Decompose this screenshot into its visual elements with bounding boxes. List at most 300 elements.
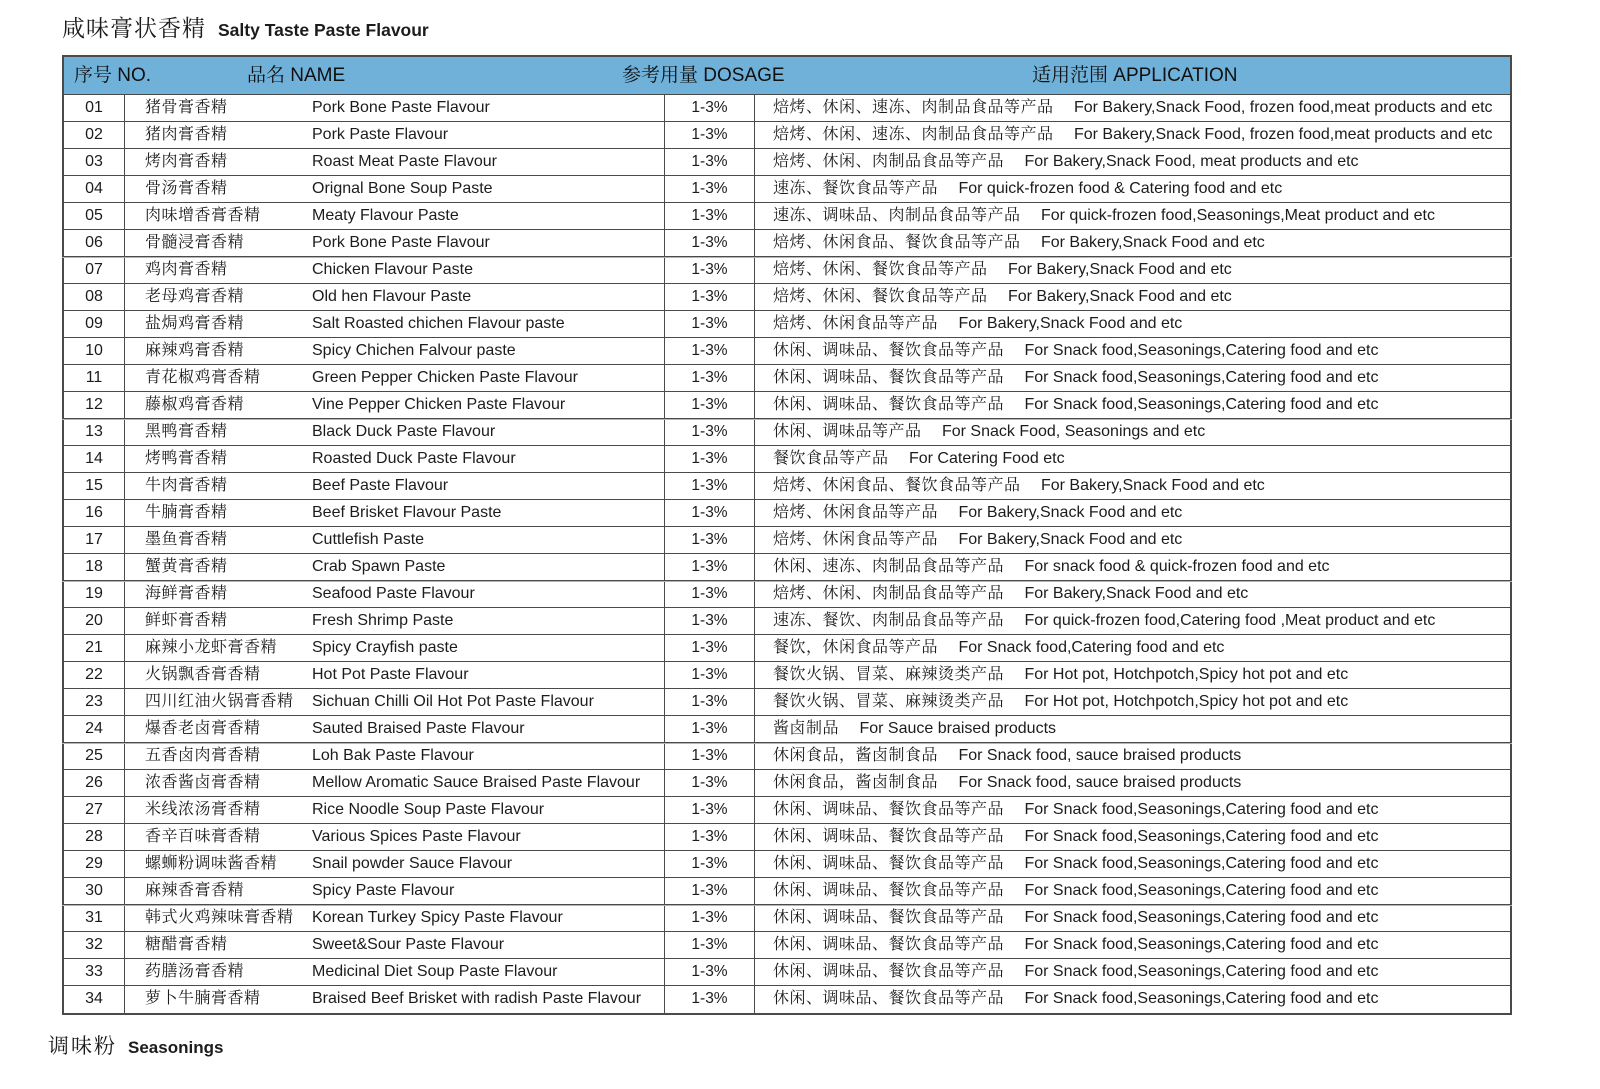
dosage-value: 1-3% bbox=[665, 230, 755, 257]
product-name-zh: 骨汤膏香精 bbox=[145, 180, 228, 197]
product-name-zh: 蟹黄膏香精 bbox=[145, 558, 228, 575]
application-en: For Bakery,Snack Food and etc bbox=[1024, 585, 1249, 602]
application-zh: 休闲、调味品、餐饮食品等产品 bbox=[773, 369, 1005, 386]
product-name-zh: 墨鱼膏香精 bbox=[145, 531, 228, 548]
table-row bbox=[64, 824, 1510, 851]
table-row bbox=[64, 230, 1510, 257]
dosage-value: 1-3% bbox=[665, 311, 755, 338]
application-zh: 休闲、调味品、餐饮食品等产品 bbox=[773, 909, 1005, 926]
application-cell bbox=[755, 959, 1510, 986]
row-number: 03 bbox=[64, 149, 125, 176]
application-zh: 休闲、调味品、餐饮食品等产品 bbox=[773, 990, 1005, 1007]
table-row bbox=[64, 392, 1510, 419]
application-cell bbox=[755, 176, 1510, 203]
application-zh: 焙烤、休闲食品等产品 bbox=[773, 504, 939, 521]
product-name-cell bbox=[125, 554, 665, 581]
application-zh: 休闲、调味品、餐饮食品等产品 bbox=[773, 936, 1005, 953]
product-name-en: Rice Noodle Soup Paste Flavour bbox=[312, 801, 545, 818]
application-cell bbox=[755, 446, 1510, 473]
product-name-zh: 鸡肉膏香精 bbox=[145, 261, 228, 278]
product-name-zh: 海鲜膏香精 bbox=[145, 585, 228, 602]
dosage-value: 1-3% bbox=[665, 176, 755, 203]
application-en: For Bakery,Snack Food and etc bbox=[958, 315, 1183, 332]
row-number: 15 bbox=[64, 473, 125, 500]
application-cell bbox=[755, 527, 1510, 554]
application-en: For Snack food,Seasonings,Catering food and etc bbox=[1024, 855, 1379, 872]
application-zh: 休闲、调味品、餐饮食品等产品 bbox=[773, 396, 1005, 413]
application-zh: 焙烤、休闲食品、餐饮食品等产品 bbox=[773, 477, 1021, 494]
application-zh: 速冻、餐饮、肉制品食品等产品 bbox=[773, 612, 1005, 629]
application-zh: 休闲、调味品、餐饮食品等产品 bbox=[773, 342, 1005, 359]
row-number: 22 bbox=[64, 662, 125, 689]
application-en: For Snack food,Seasonings,Catering food and etc bbox=[1024, 882, 1379, 899]
dosage-value: 1-3% bbox=[665, 500, 755, 527]
product-name-cell bbox=[125, 662, 665, 689]
table-row bbox=[64, 500, 1510, 527]
product-name-en: Green Pepper Chicken Paste Flavour bbox=[312, 369, 578, 386]
row-number: 33 bbox=[64, 959, 125, 986]
table-row bbox=[64, 608, 1510, 635]
product-name-cell bbox=[125, 878, 665, 905]
dosage-value: 1-3% bbox=[665, 635, 755, 662]
application-zh: 餐饮，休闲食品等产品 bbox=[773, 639, 939, 656]
dosage-value: 1-3% bbox=[665, 446, 755, 473]
dosage-value: 1-3% bbox=[665, 149, 755, 176]
application-zh: 焙烤、休闲、餐饮食品等产品 bbox=[773, 288, 988, 305]
row-number: 10 bbox=[64, 338, 125, 365]
application-en: For Snack food,Seasonings,Catering food and etc bbox=[1024, 396, 1379, 413]
application-cell bbox=[755, 905, 1510, 932]
application-zh: 酱卤制品 bbox=[773, 720, 840, 737]
table-header-row bbox=[64, 57, 1510, 95]
product-name-en: Roasted Duck Paste Flavour bbox=[312, 450, 516, 467]
application-cell bbox=[755, 662, 1510, 689]
column-header-dosage: 参考用量 DOSAGE bbox=[622, 65, 785, 86]
row-number: 29 bbox=[64, 851, 125, 878]
product-name-en: Meaty Flavour Paste bbox=[312, 207, 459, 224]
product-name-zh: 盐焗鸡膏香精 bbox=[145, 315, 245, 332]
row-number: 24 bbox=[64, 716, 125, 743]
product-name-zh: 青花椒鸡膏香精 bbox=[145, 369, 261, 386]
row-number: 19 bbox=[64, 581, 125, 608]
row-number: 07 bbox=[64, 257, 125, 284]
application-cell bbox=[755, 257, 1510, 284]
dosage-value: 1-3% bbox=[665, 338, 755, 365]
product-name-en: Hot Pot Paste Flavour bbox=[312, 666, 469, 683]
product-name-zh: 麻辣鸡膏香精 bbox=[145, 342, 245, 359]
product-name-en: Cuttlefish Paste bbox=[312, 531, 425, 548]
table-row bbox=[64, 419, 1510, 446]
product-name-en: Sweet&Sour Paste Flavour bbox=[312, 936, 505, 953]
table-row bbox=[64, 635, 1510, 662]
dosage-value: 1-3% bbox=[665, 905, 755, 932]
table-row bbox=[64, 176, 1510, 203]
dosage-value: 1-3% bbox=[665, 689, 755, 716]
dosage-value: 1-3% bbox=[665, 284, 755, 311]
application-en: For Bakery,Snack Food, frozen food,meat products and etc bbox=[1073, 99, 1493, 116]
product-name-zh: 麻辣小龙虾膏香精 bbox=[145, 639, 278, 656]
application-cell bbox=[755, 284, 1510, 311]
dosage-value: 1-3% bbox=[665, 851, 755, 878]
application-cell bbox=[755, 419, 1510, 446]
application-zh: 休闲、调味品等产品 bbox=[773, 423, 922, 440]
dosage-value: 1-3% bbox=[665, 419, 755, 446]
table-row bbox=[64, 905, 1510, 932]
application-en: For Snack food,Catering food and etc bbox=[958, 639, 1225, 656]
product-name-en: Beef Paste Flavour bbox=[312, 477, 449, 494]
table-row bbox=[64, 122, 1510, 149]
product-name-en: Various Spices Paste Flavour bbox=[312, 828, 521, 845]
application-zh: 焙烤、休闲食品等产品 bbox=[773, 315, 939, 332]
application-cell bbox=[755, 365, 1510, 392]
product-name-zh: 香辛百味膏香精 bbox=[145, 828, 261, 845]
product-name-zh: 骨髓浸膏香精 bbox=[145, 234, 245, 251]
application-cell bbox=[755, 311, 1510, 338]
row-number: 08 bbox=[64, 284, 125, 311]
product-name-cell bbox=[125, 284, 665, 311]
product-name-cell bbox=[125, 311, 665, 338]
application-cell bbox=[755, 122, 1510, 149]
flavour-table bbox=[62, 55, 1512, 1015]
application-zh: 餐饮食品等产品 bbox=[773, 450, 889, 467]
product-name-en: Snail powder Sauce Flavour bbox=[312, 855, 513, 872]
next-section-title bbox=[48, 1030, 223, 1060]
product-name-en: Sichuan Chilli Oil Hot Pot Paste Flavour bbox=[312, 693, 594, 710]
product-name-en: Pork Bone Paste Flavour bbox=[312, 234, 490, 251]
dosage-value: 1-3% bbox=[665, 581, 755, 608]
product-name-cell bbox=[125, 230, 665, 257]
product-name-cell bbox=[125, 149, 665, 176]
product-name-zh: 浓香酱卤膏香精 bbox=[145, 774, 261, 791]
row-number: 31 bbox=[64, 905, 125, 932]
dosage-value: 1-3% bbox=[665, 203, 755, 230]
product-name-cell bbox=[125, 419, 665, 446]
product-name-cell bbox=[125, 635, 665, 662]
row-number: 16 bbox=[64, 500, 125, 527]
table-row bbox=[64, 365, 1510, 392]
row-number: 06 bbox=[64, 230, 125, 257]
application-cell bbox=[755, 824, 1510, 851]
application-en: For Snack food,Seasonings,Catering food and etc bbox=[1024, 342, 1379, 359]
product-name-zh: 藤椒鸡膏香精 bbox=[145, 396, 245, 413]
row-number: 17 bbox=[64, 527, 125, 554]
product-name-cell bbox=[125, 176, 665, 203]
page-title-zh: 咸味膏状香精 bbox=[62, 15, 206, 41]
product-name-zh: 肉味增香膏香精 bbox=[145, 207, 261, 224]
product-name-cell bbox=[125, 851, 665, 878]
product-name-zh: 爆香老卤膏香精 bbox=[145, 720, 261, 737]
table-row bbox=[64, 959, 1510, 986]
product-name-cell bbox=[125, 527, 665, 554]
product-name-cell bbox=[125, 500, 665, 527]
table-row bbox=[64, 527, 1510, 554]
dosage-value: 1-3% bbox=[665, 959, 755, 986]
product-name-en: Roast Meat Paste Flavour bbox=[312, 153, 497, 170]
product-name-cell bbox=[125, 581, 665, 608]
application-en: For Sauce braised products bbox=[859, 720, 1057, 737]
application-zh: 焙烤、休闲、餐饮食品等产品 bbox=[773, 261, 988, 278]
row-number: 14 bbox=[64, 446, 125, 473]
product-name-en: Vine Pepper Chicken Paste Flavour bbox=[312, 396, 566, 413]
table-row bbox=[64, 878, 1510, 905]
application-en: For Bakery,Snack Food and etc bbox=[958, 504, 1183, 521]
application-zh: 焙烤、休闲、速冻、肉制品食品等产品 bbox=[773, 126, 1054, 143]
product-name-zh: 老母鸡膏香精 bbox=[145, 288, 245, 305]
product-name-zh: 火锅飘香膏香精 bbox=[145, 666, 261, 683]
row-number: 20 bbox=[64, 608, 125, 635]
product-name-zh: 四川红油火锅膏香精 bbox=[145, 693, 294, 710]
dosage-value: 1-3% bbox=[665, 932, 755, 959]
application-en: For snack food & quick-frozen food and etc bbox=[1024, 558, 1330, 575]
product-name-en: Pork Bone Paste Flavour bbox=[312, 99, 490, 116]
row-number: 26 bbox=[64, 770, 125, 797]
application-zh: 速冻、调味品、肉制品食品等产品 bbox=[773, 207, 1021, 224]
dosage-value: 1-3% bbox=[665, 392, 755, 419]
page-title bbox=[62, 10, 429, 43]
product-name-zh: 鲜虾膏香精 bbox=[145, 612, 228, 629]
row-number: 01 bbox=[64, 95, 125, 122]
table-row bbox=[64, 716, 1510, 743]
product-name-cell bbox=[125, 716, 665, 743]
application-en: For Snack Food, Seasonings and etc bbox=[941, 423, 1206, 440]
application-en: For quick-frozen food & Catering food and etc bbox=[958, 180, 1283, 197]
product-name-zh: 韩式火鸡辣味膏香精 bbox=[145, 909, 294, 926]
product-name-cell bbox=[125, 446, 665, 473]
product-name-zh: 猪骨膏香精 bbox=[145, 99, 228, 116]
table-row bbox=[64, 932, 1510, 959]
application-zh: 焙烤、休闲、肉制品食品等产品 bbox=[773, 585, 1005, 602]
application-zh: 焙烤、休闲食品、餐饮食品等产品 bbox=[773, 234, 1021, 251]
product-name-en: Spicy Paste Flavour bbox=[312, 882, 455, 899]
product-name-cell bbox=[125, 392, 665, 419]
table-row bbox=[64, 986, 1510, 1013]
row-number: 28 bbox=[64, 824, 125, 851]
product-name-en: Crab Spawn Paste bbox=[312, 558, 446, 575]
row-number: 30 bbox=[64, 878, 125, 905]
table-row bbox=[64, 662, 1510, 689]
table-row bbox=[64, 149, 1510, 176]
product-name-cell bbox=[125, 365, 665, 392]
application-zh: 餐饮火锅、冒菜、麻辣烫类产品 bbox=[773, 666, 1005, 683]
table-row bbox=[64, 311, 1510, 338]
row-number: 25 bbox=[64, 743, 125, 770]
dosage-value: 1-3% bbox=[665, 473, 755, 500]
dosage-value: 1-3% bbox=[665, 95, 755, 122]
column-header-name: 品名 NAME bbox=[247, 65, 346, 86]
dosage-value: 1-3% bbox=[665, 743, 755, 770]
product-name-zh: 五香卤肉膏香精 bbox=[145, 747, 261, 764]
product-name-zh: 药膳汤膏香精 bbox=[145, 963, 245, 980]
product-name-en: Black Duck Paste Flavour bbox=[312, 423, 496, 440]
column-header-no: 序号 NO. bbox=[74, 65, 152, 86]
table-row bbox=[64, 257, 1510, 284]
product-name-en: Spicy Crayfish paste bbox=[312, 639, 458, 656]
next-section-title-zh: 调味粉 bbox=[48, 1035, 117, 1058]
application-cell bbox=[755, 878, 1510, 905]
application-cell bbox=[755, 554, 1510, 581]
application-en: For Bakery,Snack Food and etc bbox=[1040, 234, 1265, 251]
next-section-title-en: Seasonings bbox=[128, 1038, 224, 1057]
row-number: 13 bbox=[64, 419, 125, 446]
product-name-zh: 烤肉膏香精 bbox=[145, 153, 228, 170]
table-row bbox=[64, 473, 1510, 500]
application-cell bbox=[755, 473, 1510, 500]
product-name-cell bbox=[125, 743, 665, 770]
application-cell bbox=[755, 149, 1510, 176]
dosage-value: 1-3% bbox=[665, 608, 755, 635]
application-en: For Bakery,Snack Food and etc bbox=[1007, 288, 1232, 305]
application-zh: 休闲、调味品、餐饮食品等产品 bbox=[773, 882, 1005, 899]
application-cell bbox=[755, 851, 1510, 878]
dosage-value: 1-3% bbox=[665, 122, 755, 149]
application-cell bbox=[755, 932, 1510, 959]
application-cell bbox=[755, 986, 1510, 1013]
product-name-cell bbox=[125, 95, 665, 122]
dosage-value: 1-3% bbox=[665, 527, 755, 554]
application-cell bbox=[755, 203, 1510, 230]
table-row bbox=[64, 797, 1510, 824]
product-name-en: Seafood Paste Flavour bbox=[312, 585, 475, 602]
product-name-en: Medicinal Diet Soup Paste Flavour bbox=[312, 963, 558, 980]
product-name-zh: 麻辣香膏香精 bbox=[145, 882, 245, 899]
application-en: For quick-frozen food,Catering food ,Meat product and etc bbox=[1024, 612, 1436, 629]
application-zh: 休闲食品，酱卤制食品 bbox=[773, 774, 939, 791]
table-row bbox=[64, 581, 1510, 608]
table-body bbox=[64, 95, 1510, 1013]
product-name-zh: 牛腩膏香精 bbox=[145, 504, 228, 521]
application-zh: 休闲、调味品、餐饮食品等产品 bbox=[773, 828, 1005, 845]
table-row bbox=[64, 95, 1510, 122]
dosage-value: 1-3% bbox=[665, 797, 755, 824]
row-number: 21 bbox=[64, 635, 125, 662]
row-number: 18 bbox=[64, 554, 125, 581]
table-row bbox=[64, 689, 1510, 716]
product-name-en: Old hen Flavour Paste bbox=[312, 288, 472, 305]
table-row bbox=[64, 851, 1510, 878]
product-name-cell bbox=[125, 986, 665, 1013]
application-en: For Bakery,Snack Food and etc bbox=[1040, 477, 1265, 494]
product-name-cell bbox=[125, 122, 665, 149]
application-cell bbox=[755, 95, 1510, 122]
application-cell bbox=[755, 500, 1510, 527]
product-name-en: Korean Turkey Spicy Paste Flavour bbox=[312, 909, 563, 926]
product-name-cell bbox=[125, 203, 665, 230]
application-en: For quick-frozen food,Seasonings,Meat product and etc bbox=[1040, 207, 1435, 224]
product-name-cell bbox=[125, 770, 665, 797]
table-row bbox=[64, 743, 1510, 770]
product-name-zh: 黑鸭膏香精 bbox=[145, 423, 228, 440]
table-row bbox=[64, 284, 1510, 311]
product-name-zh: 米线浓汤膏香精 bbox=[145, 801, 261, 818]
application-en: For Snack food, sauce braised products bbox=[958, 774, 1242, 791]
product-name-cell bbox=[125, 797, 665, 824]
application-en: For Snack food,Seasonings,Catering food and etc bbox=[1024, 990, 1379, 1007]
application-en: For Snack food,Seasonings,Catering food and etc bbox=[1024, 909, 1379, 926]
application-en: For Snack food,Seasonings,Catering food and etc bbox=[1024, 936, 1379, 953]
page-title-en: Salty Taste Paste Flavour bbox=[218, 20, 429, 40]
dosage-value: 1-3% bbox=[665, 257, 755, 284]
application-zh: 焙烤、休闲、速冻、肉制品食品等产品 bbox=[773, 99, 1054, 116]
application-en: For Hot pot, Hotchpotch,Spicy hot pot and etc bbox=[1024, 693, 1349, 710]
row-number: 12 bbox=[64, 392, 125, 419]
application-zh: 焙烤、休闲食品等产品 bbox=[773, 531, 939, 548]
product-name-zh: 糖醋膏香精 bbox=[145, 936, 228, 953]
row-number: 23 bbox=[64, 689, 125, 716]
product-name-zh: 猪肉膏香精 bbox=[145, 126, 228, 143]
application-en: For Hot pot, Hotchpotch,Spicy hot pot and etc bbox=[1024, 666, 1349, 683]
application-en: For Snack food,Seasonings,Catering food and etc bbox=[1024, 828, 1379, 845]
application-en: For Snack food,Seasonings,Catering food and etc bbox=[1024, 369, 1379, 386]
product-name-zh: 烤鸭膏香精 bbox=[145, 450, 228, 467]
product-name-en: Orignal Bone Soup Paste bbox=[312, 180, 493, 197]
dosage-value: 1-3% bbox=[665, 662, 755, 689]
product-name-en: Fresh Shrimp Paste bbox=[312, 612, 454, 629]
product-name-en: Chicken Flavour Paste bbox=[312, 261, 473, 278]
application-zh: 焙烤、休闲、肉制品食品等产品 bbox=[773, 153, 1005, 170]
application-en: For Bakery,Snack Food and etc bbox=[958, 531, 1183, 548]
application-cell bbox=[755, 797, 1510, 824]
product-name-cell bbox=[125, 905, 665, 932]
product-name-cell bbox=[125, 689, 665, 716]
row-number: 34 bbox=[64, 986, 125, 1013]
row-number: 09 bbox=[64, 311, 125, 338]
application-cell bbox=[755, 716, 1510, 743]
product-name-cell bbox=[125, 608, 665, 635]
product-name-en: Spicy Chichen Falvour paste bbox=[312, 342, 516, 359]
application-zh: 休闲、调味品、餐饮食品等产品 bbox=[773, 855, 1005, 872]
dosage-value: 1-3% bbox=[665, 824, 755, 851]
dosage-value: 1-3% bbox=[665, 716, 755, 743]
column-header-application: 适用范围 APPLICATION bbox=[1032, 65, 1238, 86]
application-zh: 休闲、调味品、餐饮食品等产品 bbox=[773, 963, 1005, 980]
application-zh: 休闲、调味品、餐饮食品等产品 bbox=[773, 801, 1005, 818]
product-name-en: Braised Beef Brisket with radish Paste Flavour bbox=[312, 990, 642, 1007]
product-name-en: Salt Roasted chichen Flavour paste bbox=[312, 315, 565, 332]
product-name-cell bbox=[125, 338, 665, 365]
application-en: For Bakery,Snack Food, meat products and etc bbox=[1024, 153, 1359, 170]
application-cell bbox=[755, 230, 1510, 257]
application-cell bbox=[755, 689, 1510, 716]
table-row bbox=[64, 554, 1510, 581]
row-number: 11 bbox=[64, 365, 125, 392]
application-zh: 休闲食品，酱卤制食品 bbox=[773, 747, 939, 764]
product-name-en: Sauted Braised Paste Flavour bbox=[312, 720, 525, 737]
dosage-value: 1-3% bbox=[665, 770, 755, 797]
application-zh: 餐饮火锅、冒菜、麻辣烫类产品 bbox=[773, 693, 1005, 710]
application-cell bbox=[755, 635, 1510, 662]
table-row bbox=[64, 203, 1510, 230]
application-cell bbox=[755, 581, 1510, 608]
dosage-value: 1-3% bbox=[665, 554, 755, 581]
table-row bbox=[64, 446, 1510, 473]
application-en: For Snack food,Seasonings,Catering food and etc bbox=[1024, 801, 1379, 818]
product-name-zh: 螺蛳粉调味酱香精 bbox=[145, 855, 278, 872]
product-name-zh: 牛肉膏香精 bbox=[145, 477, 228, 494]
dosage-value: 1-3% bbox=[665, 878, 755, 905]
application-cell bbox=[755, 770, 1510, 797]
product-name-cell bbox=[125, 257, 665, 284]
table-row bbox=[64, 338, 1510, 365]
row-number: 05 bbox=[64, 203, 125, 230]
product-name-en: Pork Paste Flavour bbox=[312, 126, 449, 143]
application-en: For Bakery,Snack Food, frozen food,meat products and etc bbox=[1073, 126, 1493, 143]
product-name-cell bbox=[125, 959, 665, 986]
application-en: For Snack food, sauce braised products bbox=[958, 747, 1242, 764]
application-cell bbox=[755, 338, 1510, 365]
application-zh: 速冻、餐饮食品等产品 bbox=[773, 180, 939, 197]
dosage-value: 1-3% bbox=[665, 986, 755, 1013]
application-cell bbox=[755, 743, 1510, 770]
